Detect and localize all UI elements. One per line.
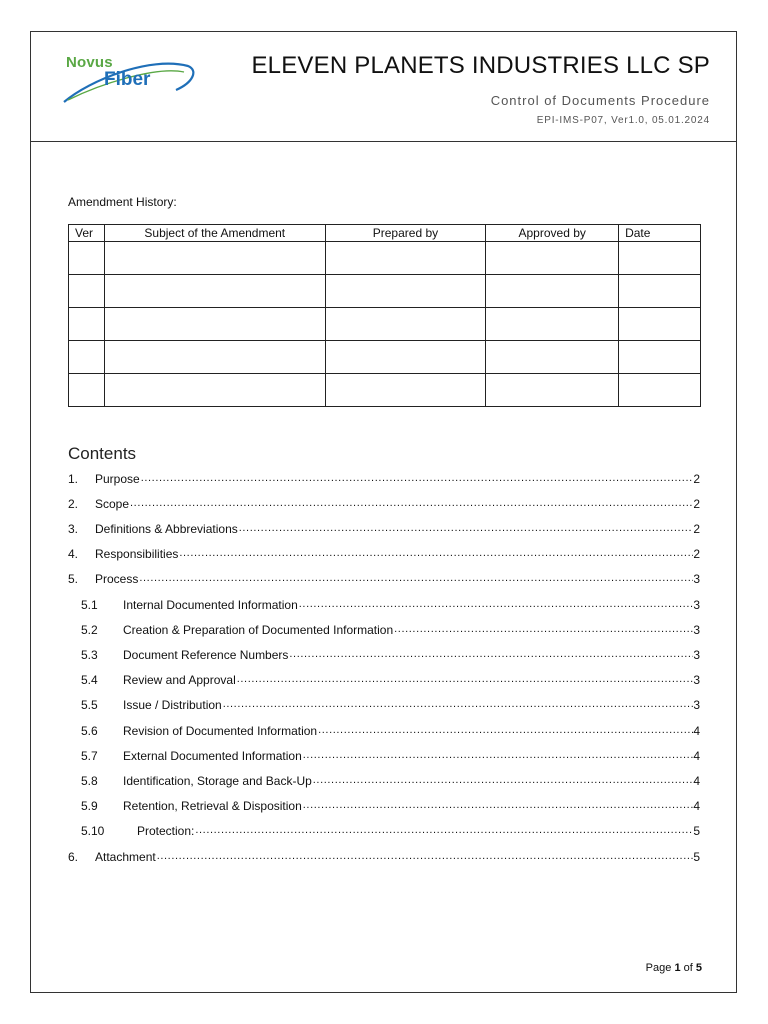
table-row xyxy=(69,275,701,308)
table-cell xyxy=(486,374,619,407)
toc-page-number: 3 xyxy=(693,648,700,662)
toc-entry-responsibilities[interactable] xyxy=(68,543,700,561)
toc-page-number: 3 xyxy=(693,598,700,612)
toc-entry-document-reference-numbers[interactable] xyxy=(68,644,700,662)
table-cell xyxy=(486,275,619,308)
table-cell xyxy=(619,242,701,275)
table-cell xyxy=(619,374,701,407)
toc-entry-review-approval[interactable] xyxy=(68,669,700,687)
toc-number: 5.9 xyxy=(81,799,98,813)
toc-entry-identification-storage[interactable] xyxy=(68,770,700,788)
toc-leader-dots xyxy=(138,568,693,586)
toc-leader-dots xyxy=(178,543,693,561)
toc-leader-dots xyxy=(317,720,693,738)
footer-total-pages: 5 xyxy=(695,962,702,974)
table-cell xyxy=(69,374,105,407)
column-header-prepared-by: Prepared by xyxy=(325,225,486,242)
toc-leader-dots xyxy=(393,619,693,637)
toc-label: External Documented Information xyxy=(123,749,302,763)
toc-label: Scope xyxy=(95,497,130,511)
toc-entry-process[interactable] xyxy=(68,568,700,586)
toc-label: Retention, Retrieval & Disposition xyxy=(123,799,302,813)
amendment-history-table xyxy=(68,224,701,407)
column-header-subject: Subject of the Amendment xyxy=(104,225,325,242)
table-row xyxy=(69,341,701,374)
table-cell xyxy=(325,341,486,374)
toc-entry-revision[interactable] xyxy=(68,720,700,738)
toc-page-number: 5 xyxy=(693,824,700,838)
table-cell xyxy=(325,242,486,275)
footer-current-page: 1 xyxy=(674,962,681,974)
novus-fiber-logo xyxy=(60,50,200,120)
toc-page-number: 4 xyxy=(693,724,700,738)
table-row xyxy=(69,308,701,341)
toc-leader-dots xyxy=(156,846,694,864)
toc-number: 5.5 xyxy=(81,698,98,712)
toc-label: Review and Approval xyxy=(123,673,236,687)
page-footer xyxy=(646,962,702,974)
table-row xyxy=(69,242,701,275)
toc-label: Protection: xyxy=(137,824,195,838)
toc-leader-dots xyxy=(298,594,694,612)
table-cell xyxy=(619,275,701,308)
contents-heading: Contents xyxy=(68,444,137,463)
table-cell xyxy=(325,374,486,407)
document-reference: EPI-IMS-P07, Ver1.0, 05.01.2024 xyxy=(536,115,710,126)
table-cell xyxy=(104,275,325,308)
company-name: ELEVEN PLANETS INDUSTRIES LLC SP xyxy=(251,52,710,79)
toc-number: 6. xyxy=(68,850,79,864)
toc-leader-dots xyxy=(140,468,694,486)
toc-number: 5.3 xyxy=(81,648,98,662)
toc-page-number: 4 xyxy=(693,749,700,763)
table-cell xyxy=(104,242,325,275)
toc-number: 5.1 xyxy=(81,598,98,612)
toc-page-number: 3 xyxy=(693,572,700,586)
table-cell xyxy=(69,341,105,374)
footer-page-word: Page xyxy=(645,962,672,974)
table-cell xyxy=(69,308,105,341)
toc-number: 5.2 xyxy=(81,623,98,637)
toc-number: 5.4 xyxy=(81,673,98,687)
toc-label: Process xyxy=(95,572,139,586)
table-cell xyxy=(69,275,105,308)
toc-label: Revision of Documented Information xyxy=(123,724,318,738)
toc-entry-scope[interactable] xyxy=(68,493,700,511)
toc-label: Issue / Distribution xyxy=(123,698,222,712)
toc-page-number: 2 xyxy=(693,522,700,536)
table-cell xyxy=(104,374,325,407)
toc-leader-dots xyxy=(194,820,693,838)
table-cell xyxy=(486,242,619,275)
toc-label: Internal Documented Information xyxy=(123,598,298,612)
table-cell xyxy=(325,275,486,308)
table-cell xyxy=(325,308,486,341)
toc-label: Document Reference Numbers xyxy=(123,648,289,662)
table-row xyxy=(69,374,701,407)
toc-number: 5.10 xyxy=(81,824,105,838)
toc-number: 5.7 xyxy=(81,749,98,763)
toc-entry-internal-documented-information[interactable] xyxy=(68,594,700,612)
toc-page-number: 4 xyxy=(693,774,700,788)
toc-entry-retention-retrieval[interactable] xyxy=(68,795,700,813)
toc-page-number: 2 xyxy=(693,497,700,511)
footer-of-word: of xyxy=(683,962,693,974)
table-cell xyxy=(104,341,325,374)
toc-page-number: 3 xyxy=(693,623,700,637)
toc-page-number: 2 xyxy=(693,472,700,486)
document-title: Control of Documents Procedure xyxy=(490,93,710,108)
toc-number: 5.6 xyxy=(81,724,98,738)
toc-entry-creation-preparation[interactable] xyxy=(68,619,700,637)
column-header-date: Date xyxy=(619,225,701,242)
toc-page-number: 4 xyxy=(693,799,700,813)
toc-page-number: 3 xyxy=(693,673,700,687)
table-cell xyxy=(69,242,105,275)
toc-label: Definitions & Abbreviations xyxy=(95,522,238,536)
toc-entry-protection[interactable] xyxy=(68,820,700,838)
toc-number: 4. xyxy=(68,547,79,561)
toc-label: Attachment xyxy=(95,850,156,864)
toc-label: Identification, Storage and Back-Up xyxy=(123,774,312,788)
toc-leader-dots xyxy=(238,518,694,536)
toc-number: 3. xyxy=(68,522,79,536)
toc-leader-dots xyxy=(302,745,694,763)
toc-entry-external-documented-information[interactable] xyxy=(68,745,700,763)
toc-entry-definitions[interactable] xyxy=(68,518,700,536)
table-cell xyxy=(486,308,619,341)
toc-leader-dots xyxy=(222,694,694,712)
toc-leader-dots xyxy=(288,644,693,662)
toc-label: Purpose xyxy=(95,472,140,486)
toc-entry-purpose[interactable] xyxy=(68,468,700,486)
toc-page-number: 3 xyxy=(693,698,700,712)
toc-leader-dots xyxy=(129,493,693,511)
toc-label: Responsibilities xyxy=(95,547,179,561)
toc-number: 5.8 xyxy=(81,774,98,788)
table-cell xyxy=(104,308,325,341)
toc-leader-dots xyxy=(236,669,694,687)
column-header-approved-by: Approved by xyxy=(486,225,619,242)
table-header-row xyxy=(69,225,701,242)
toc-label: Creation & Preparation of Documented Information xyxy=(123,623,394,637)
logo-word-fiber: Fiber xyxy=(104,69,151,90)
table-cell xyxy=(486,341,619,374)
toc-number: 1. xyxy=(68,472,79,486)
logo-word-novus: Novus xyxy=(66,54,113,71)
toc-entry-attachment[interactable] xyxy=(68,846,700,864)
toc-number: 2. xyxy=(68,497,79,511)
toc-entry-issue-distribution[interactable] xyxy=(68,694,700,712)
toc-leader-dots xyxy=(302,795,694,813)
amendment-history-heading: Amendment History: xyxy=(68,195,177,209)
table-cell xyxy=(619,308,701,341)
table-cell xyxy=(619,341,701,374)
toc-number: 5. xyxy=(68,572,79,586)
toc-page-number: 5 xyxy=(693,850,700,864)
column-header-ver: Ver xyxy=(69,225,105,242)
toc-page-number: 2 xyxy=(693,547,700,561)
toc-leader-dots xyxy=(312,770,694,788)
header-divider xyxy=(30,141,737,142)
